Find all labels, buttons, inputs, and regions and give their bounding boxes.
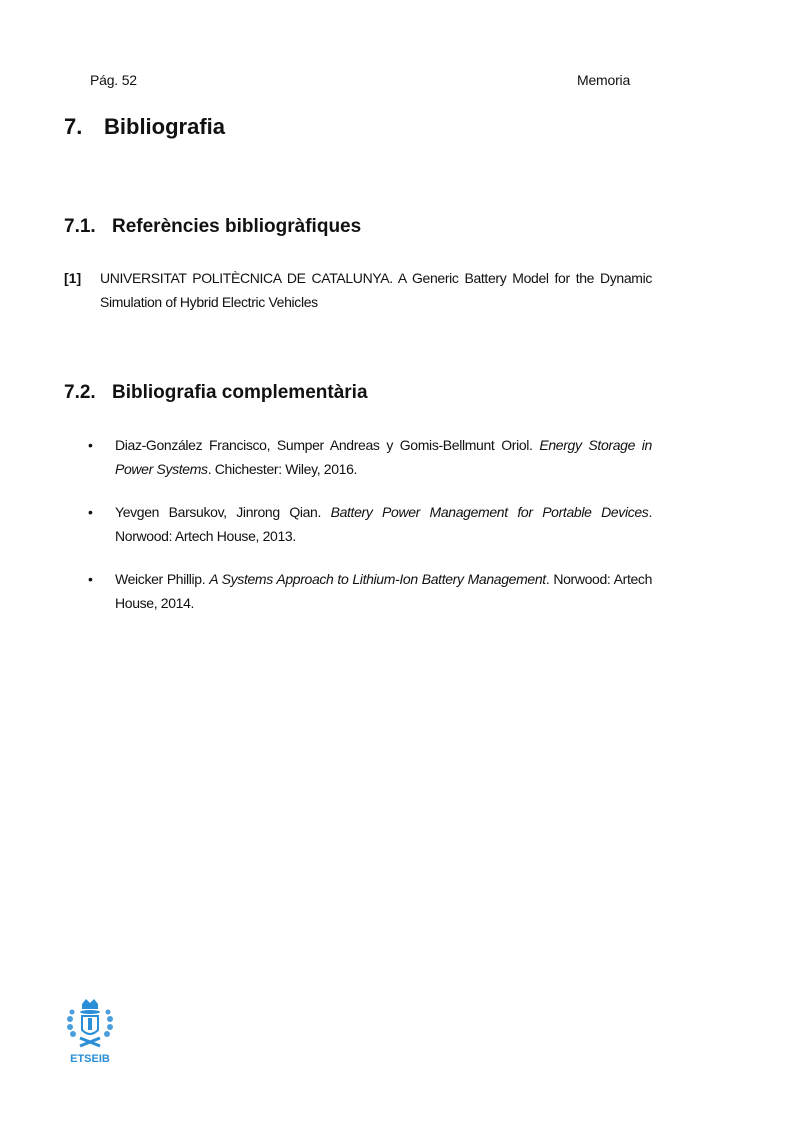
reference-text: UNIVERSITAT POLITÈCNICA DE CATALUNYA. A Generic Battery Model for the Dynamic Simulation of Hybrid Electric Vehicles	[100, 270, 652, 310]
svg-text:ETSEIB: ETSEIB	[70, 1053, 110, 1065]
item-publisher: . Norwood: Artech House, 2013.	[115, 504, 652, 544]
bibliography-item	[115, 500, 652, 548]
page-number: Pág. 52	[90, 72, 137, 88]
etseib-logo-icon	[60, 996, 120, 1068]
reference-label: [1]	[64, 270, 82, 286]
item-publisher: . Chichester: Wiley, 2016.	[207, 461, 358, 477]
bullet-icon: •	[88, 571, 93, 587]
bullet-icon: •	[88, 437, 93, 453]
section-title: Referències bibliogràfiques	[112, 216, 362, 237]
chapter-heading	[64, 114, 225, 140]
item-title: Battery Power Management for Portable Devices	[330, 504, 649, 520]
bibliography-item	[115, 433, 652, 481]
item-authors: Diaz-González Francisco, Sumper Andreas y Gomis-Bellmunt Oriol.	[115, 437, 540, 453]
section-heading-7-2	[64, 382, 368, 404]
item-title: Energy Storage in Power Systems	[115, 437, 652, 477]
bullet-icon: •	[88, 504, 93, 520]
section-number: 7.1.	[64, 216, 96, 237]
item-title: A Systems Approach to Lithium-Ion Battery Management	[209, 571, 546, 587]
chapter-title: Bibliografia	[104, 114, 226, 139]
item-publisher: . Norwood: Artech House, 2014.	[115, 571, 653, 611]
bibliography-item	[115, 567, 652, 615]
section-number: 7.2.	[64, 382, 96, 403]
chapter-number: 7.	[64, 114, 83, 139]
running-header: Memoria	[577, 72, 631, 88]
item-authors: Weicker Phillip.	[115, 571, 210, 587]
section-title: Bibliografia complementària	[112, 382, 368, 403]
item-authors: Yevgen Barsukov, Jinrong Qian.	[115, 504, 331, 520]
section-heading-7-1	[64, 216, 361, 238]
